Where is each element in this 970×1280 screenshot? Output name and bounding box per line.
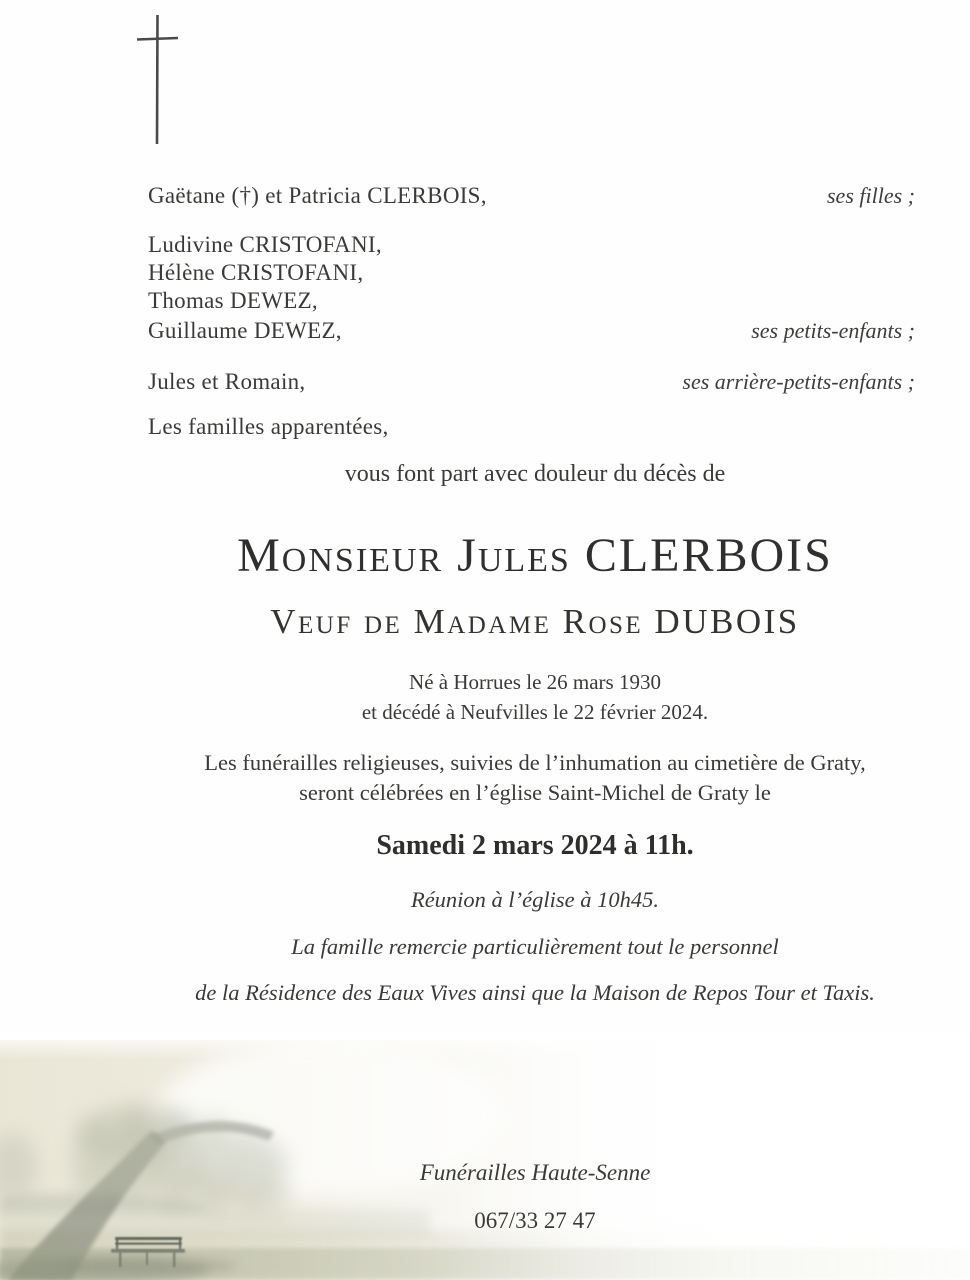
family-row [148,183,915,209]
family-name: Les familles apparentées, [148,414,389,439]
thanks-line-2: de la Résidence des Eaux Vives ainsi que la Maison de Repos Tour et Taxis. [195,980,875,1005]
bottom-ground-band [0,1248,970,1280]
family-row [148,260,915,286]
family-relation: ses filles ; [827,183,915,208]
family-row [148,414,915,440]
ceremony-date: Samedi 2 mars 2024 à 11h. [376,830,694,861]
funeral-home-phone: 067/33 27 47 [474,1208,596,1233]
reunion-line: Réunion à l’église à 10h45. [410,887,660,912]
photo-right-fade [430,1032,970,1280]
family-name: Thomas DEWEZ, [148,288,318,313]
family-name: Ludivine CRISTOFANI, [148,232,382,257]
birth-line: Né à Horrues le 26 mars 1930 [409,670,661,694]
announcement-intro: vous font part avec douleur du décès de [344,461,726,487]
memorial-photo [0,1032,970,1280]
family-row [148,288,915,314]
funeral-home-name: Funérailles Haute-Senne [419,1160,651,1185]
family-name: Gaëtane (†) et Patricia CLERBOIS, [148,183,487,208]
family-row [148,318,915,344]
family-name: Guillaume DEWEZ, [148,318,342,343]
ceremony-line-2: seront célébrées en l’église Saint-Michel de Graty le [299,780,771,805]
family-name: Hélène CRISTOFANI, [148,260,364,285]
widower-line: Veuf de Madame Rose DUBOIS [270,602,800,641]
deceased-name: Monsieur Jules CLERBOIS [237,529,833,582]
thanks-line-1: La famille remercie particulièrement tout le personnel [291,934,779,959]
family-relation: ses petits-enfants ; [751,318,915,343]
family-relation: ses arrière-petits-enfants ; [682,369,915,394]
ceremony-line-1: Les funérailles religieuses, suivies de l’inhumation au cimetière de Graty, [204,750,866,775]
death-line: et décédé à Neufvilles le 22 février 2024. [361,700,709,724]
cross-icon [128,8,192,150]
family-name: Jules et Romain, [148,369,306,394]
family-row [148,232,915,258]
photo-top-fade [0,1032,970,1060]
family-row [148,369,915,395]
